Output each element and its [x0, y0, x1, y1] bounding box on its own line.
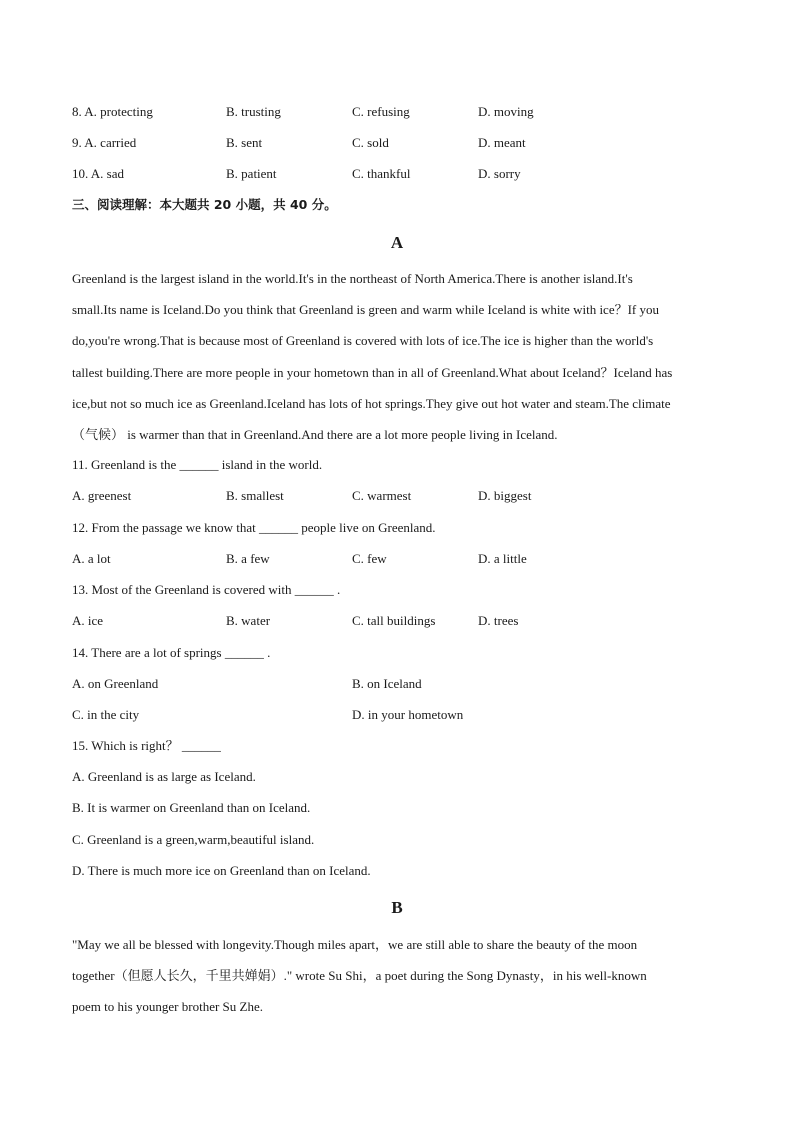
passage-line: small.Its name is Iceland.Do you think that Greenland is green and warm while Iceland is white with ice？If you	[72, 302, 659, 318]
question-12-options	[72, 550, 722, 568]
option-b: B. smallest	[226, 488, 284, 503]
option-c: C. thankful	[352, 166, 411, 181]
option-d: D. sorry	[478, 166, 521, 181]
question-9-options	[72, 134, 722, 152]
passage-line: poem to his younger brother Su Zhe.	[72, 999, 263, 1015]
question-11-stem: 11. Greenland is the ______ island in the world.	[72, 457, 323, 472]
option-b: B. on Iceland	[352, 676, 422, 691]
option-d: D. There is much more ice on Greenland than on Iceland.	[72, 863, 371, 878]
question-11-options	[72, 487, 722, 505]
option-d: D. meant	[478, 135, 526, 150]
passage-a-heading: A	[390, 233, 404, 252]
option-c: C. tall buildings	[352, 613, 436, 628]
option-d: D. biggest	[478, 488, 532, 503]
passage-line: Greenland is the largest island in the world.It's in the northeast of North America.There is another island.It's	[72, 271, 633, 286]
option-a: 8. A. protecting	[72, 104, 153, 119]
option-d: D. trees	[478, 613, 519, 628]
passage-line: tallest building.There are more people in your hometown than in all of Greenland.What about Iceland？Iceland has	[72, 364, 673, 380]
option-d: D. in your hometown	[352, 707, 464, 722]
option-b: B. a few	[226, 551, 270, 566]
option-c: C. in the city	[72, 707, 140, 722]
option-a: A. on Greenland	[72, 676, 159, 691]
option-c: C. refusing	[352, 104, 410, 119]
passage-b-heading: B	[391, 898, 403, 917]
option-d: D. a little	[478, 551, 527, 566]
option-b: B. It is warmer on Greenland than on Iceland.	[72, 800, 311, 815]
option-b: B. water	[226, 613, 271, 628]
question-14-stem: 14. There are a lot of springs ______ .	[72, 645, 271, 660]
passage-line: ice,but not so much ice as Greenland.Iceland has lots of hot springs.They give out hot water and steam.The climate	[72, 395, 671, 411]
section-title: 三、阅读理解：本大题共 20 小题，共 40 分。	[72, 197, 337, 212]
passage-line: （气候） is warmer than that in Greenland.And there are a lot more people living in Iceland.	[72, 427, 558, 443]
passage-line: together（但愿人长久，千里共婵娟）." wrote Su Shi，a poet during the Song Dynasty，in his well-known	[72, 968, 647, 984]
option-a: 9. A. carried	[72, 135, 137, 150]
passage-a-text	[72, 263, 722, 450]
option-c: C. Greenland is a green,warm,beautiful island.	[72, 832, 315, 847]
option-d: D. moving	[478, 104, 534, 119]
option-c: C. warmest	[352, 488, 412, 503]
question-13-options	[72, 612, 722, 630]
option-c: C. sold	[352, 135, 389, 150]
option-b: B. patient	[226, 166, 277, 181]
question-8-options	[72, 103, 722, 121]
question-10-options	[72, 165, 722, 183]
passage-line: do,you're wrong.That is because most of Greenland is covered with lots of ice.The ice is higher than the world's	[72, 333, 654, 349]
question-14-options-row2	[72, 706, 722, 724]
option-a: 10. A. sad	[72, 166, 124, 181]
question-15-stem: 15. Which is right？ ______	[72, 738, 221, 753]
option-a: A. Greenland is as large as Iceland.	[72, 769, 256, 784]
question-14-options-row1	[72, 675, 722, 693]
option-a: A. a lot	[72, 551, 111, 566]
option-b: B. trusting	[226, 104, 281, 119]
option-b: B. sent	[226, 135, 263, 150]
passage-b-text	[72, 929, 722, 1023]
passage-line: "May we all be blessed with longevity.Though miles apart，we are still able to share the beauty of the moon	[72, 937, 638, 952]
question-12-stem: 12. From the passage we know that ______ people live on Greenland.	[72, 520, 436, 535]
question-13-stem: 13. Most of the Greenland is covered with ______ .	[72, 582, 341, 597]
option-a: A. ice	[72, 613, 104, 628]
option-c: C. few	[352, 551, 387, 566]
option-a: A. greenest	[72, 488, 132, 503]
